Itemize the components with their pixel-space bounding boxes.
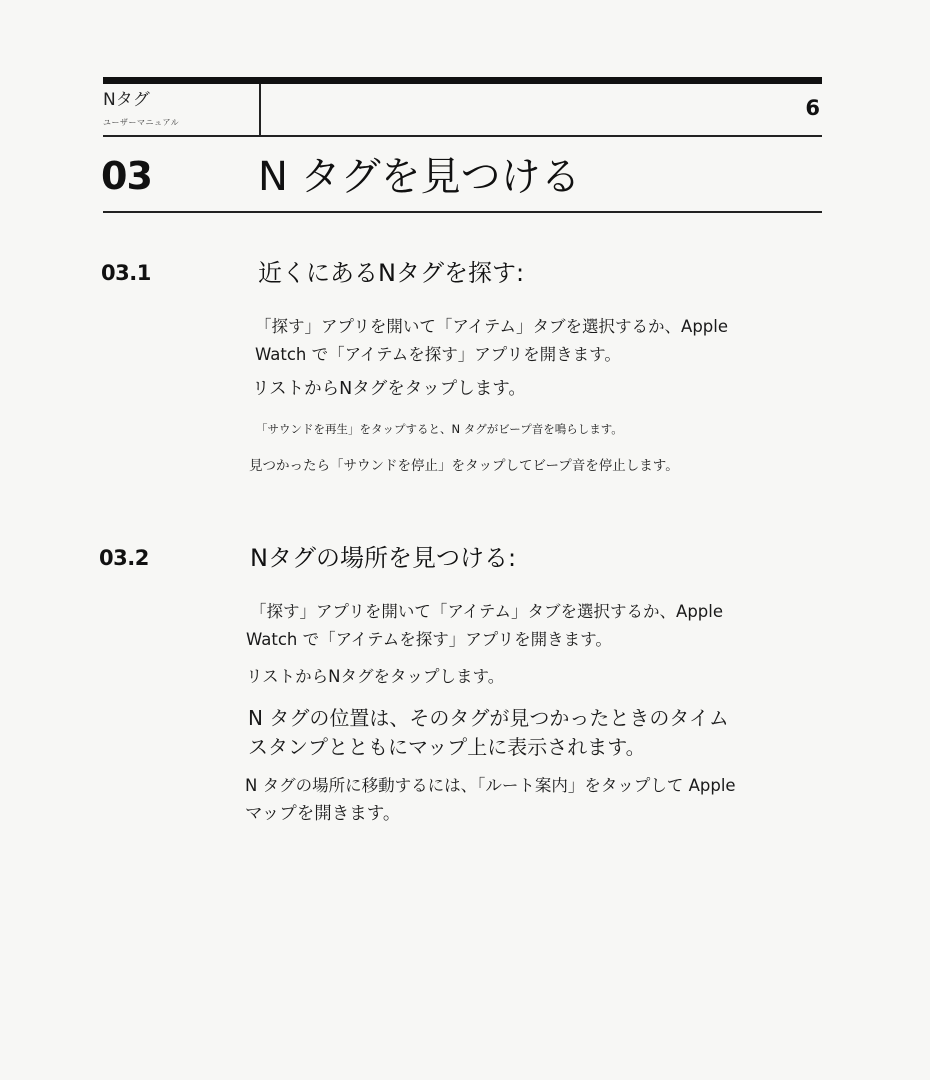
section-paragraph: リストからNタグをタップします。 <box>252 379 526 399</box>
chapter-title: N タグを見つける <box>258 154 581 200</box>
chapter-number: 03 <box>101 154 152 198</box>
section-paragraph: リストからNタグをタップします。 <box>246 667 505 686</box>
header-subtitle: ユーザーマニュアル <box>103 118 180 127</box>
page-number: 6 <box>805 96 820 120</box>
header-bottom-rule <box>103 135 822 137</box>
header-top-rule <box>103 77 822 84</box>
section-paragraph: 「サウンドを再生」をタップすると、N タグがビープ音を鳴らします。 <box>256 422 623 436</box>
section-title: 近くにあるNタグを探す: <box>258 259 525 287</box>
section-paragraph-line: 「探す」アプリを開いて「アイテム」タブを選択するか、Apple <box>255 317 729 336</box>
section-paragraph: 見つかったら「サウンドを停止」をタップしてビープ音を停止します。 <box>249 458 679 474</box>
section-paragraph-line: N タグの位置は、そのタグが見つかったときのタイム <box>248 706 729 730</box>
section-title: Nタグの場所を見つける: <box>250 544 517 572</box>
section-paragraph-line: Watch で「アイテムを探す」アプリを開きます。 <box>255 345 621 364</box>
section-paragraph-line: マップを開きます。 <box>245 804 401 824</box>
section-paragraph-line: スタンプとともにマップ上に表示されます。 <box>248 735 646 759</box>
section-paragraph-line: 「探す」アプリを開いて「アイテム」タブを選択するか、Apple <box>250 602 724 621</box>
section-paragraph-line: Watch で「アイテムを探す」アプリを開きます。 <box>246 630 612 649</box>
chapter-rule <box>103 211 822 213</box>
header-divider <box>259 84 261 136</box>
section-number: 03.1 <box>101 261 151 285</box>
section-number: 03.2 <box>99 546 149 570</box>
header-product-name: Nタグ <box>103 90 150 110</box>
section-paragraph-line: N タグの場所に移動するには、「ルート案内」をタップして Apple <box>245 776 736 795</box>
